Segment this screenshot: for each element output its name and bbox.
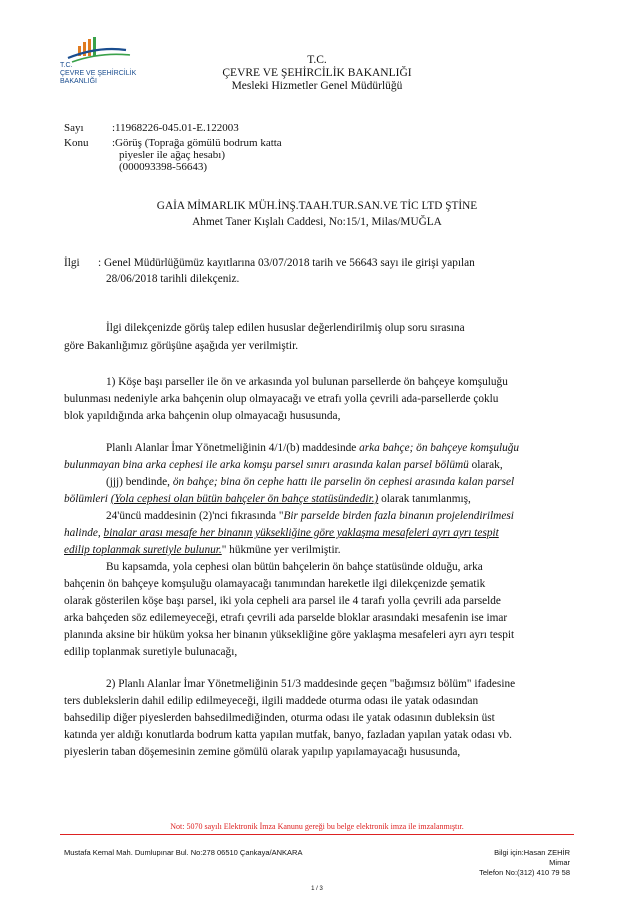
paragraph-2-line-2: bulunması nedeniyle arka bahçenin olup olmayacağı ve etrafı yolla çevrili ada-parsellerde çoklu [64, 393, 499, 405]
paragraph-1-line-2: göre Bakanlığımız görüşüne aşağıda yer verilmiştir. [64, 340, 299, 352]
paragraph-5-line-5: planında aksine bir hüküm yoksa her binanın yüksekliğine göre yaklaşma mesafeleri ayrı ayrı tespit [64, 629, 515, 641]
paragraph-6-line-5: piyeslerin taban döşemesinin zemine gömülü olarak yapılıp yapılamayacağı hususunda, [64, 746, 461, 758]
paragraph-6-line-4: katında yer aldığı konutlarda bodrum katta yapılan mutfak, banyo, fazladan yapılan yatak odası vb. [64, 729, 512, 741]
paragraph-4-line-3 [64, 542, 341, 560]
paragraph-4-line-1 [106, 508, 514, 526]
footer-contact-phone: Telefon No:(312) 410 79 58 [479, 868, 570, 877]
header-ministry: ÇEVRE VE ŞEHİRCİLİK BAKANLIĞI [222, 67, 412, 79]
konu-line-3: (000093398-56643) [119, 161, 207, 173]
paragraph-3-line-1 [106, 440, 519, 458]
recipient-name: GAİA MİMARLIK MÜH.İNŞ.TAAH.TUR.SAN.VE TİC LTD ŞTİNE [156, 200, 478, 212]
logo-line-ministry: ÇEVRE VE ŞEHİRCİLİK [60, 70, 137, 77]
paragraph-5-line-4: arka bahçeden söz edilemeyeceği, etrafı çevrili ada parselde bloklar arasındaki mesafenin ise imar [64, 612, 508, 624]
p3c-text: (jjj) bendinde, [106, 476, 173, 488]
header-tc: T.C. [307, 54, 327, 66]
konu-line-1: :Görüş (Toprağa gömülü bodrum katta [112, 137, 282, 149]
page-number: 1 / 3 [311, 886, 323, 892]
p3-italic-def-cont: bulunmayan bina arka cephesi ile arka komşu parsel sınırı arasında kalan parsel bölümü [64, 459, 469, 471]
p4b-italic-underline: binalar arası mesafe her binanın yüksekliğine göre yaklaşma mesafeleri ayrı ayrı tespit [103, 527, 499, 539]
ilgi-line-2: 28/06/2018 tarihli dilekçeniz. [106, 273, 240, 285]
footer-address: Mustafa Kemal Mah. Dumlupınar Bul. No:278 06510 Çankaya/ANKARA [64, 848, 303, 857]
p4c-italic-underline: edilip toplanmak suretiyle bulunur. [64, 544, 222, 556]
paragraph-3-line-3 [106, 474, 514, 492]
logo-line-bakanlik: BAKANLIĞI [60, 78, 97, 85]
sayi-label: Sayı [64, 122, 84, 134]
header-directorate: Mesleki Hizmetler Genel Müdürlüğü [231, 80, 403, 92]
paragraph-2-line-3: blok yapıldığında arka bahçenin olup olmayacağı hususunda, [64, 410, 341, 422]
p3-text: Planlı Alanlar İmar Yönetmeliğinin 4/1/(b) maddesinde [106, 442, 360, 454]
recipient-address: Ahmet Taner Kışlalı Caddesi, No:15/1, Milas/MUĞLA [192, 216, 442, 228]
p4c-text-post: " hükmüne yer verilmiştir. [221, 544, 341, 556]
p3-italic-def: arka bahçe; ön bahçeye komşuluğu [359, 442, 520, 454]
paragraph-6-line-3: bahsedilip diğer piyeslerden bahsedilmediğinden, oturma odası ile yatak odasının dubleksin üst [64, 712, 495, 724]
ilgi-line-1: : Genel Müdürlüğümüz kayıtlarına 03/07/2018 tarih ve 56643 sayı ile girişi yapılan [98, 257, 475, 269]
paragraph-3-line-4 [64, 491, 471, 509]
p3d-italic-underline: (Yola cephesi olan bütün bahçeler ön bahçe statüsündedir.) [110, 493, 379, 505]
konu-line-2: piyesler ile ağaç hesabı) [119, 149, 225, 161]
p3c-italic-def: ön bahçe; bina ön cephe hattı ile parselin ön cephesi arasında kalan parsel [172, 476, 515, 488]
sayi-value: :11968226-045.01-E.122003 [112, 122, 239, 134]
paragraph-5-line-2: bahçenin ön bahçeye komşuluğu olamayacağı tanımından hareketle ilgi dilekçenizde şematik [64, 578, 486, 590]
footer-contact-title: Mimar [549, 858, 570, 867]
konu-label: Konu [64, 137, 89, 149]
paragraph-4-line-2 [64, 525, 499, 543]
p4-text: 24'üncü maddesinin (2)'nci fıkrasında " [106, 510, 284, 522]
paragraph-3-line-2 [64, 457, 503, 475]
paragraph-6-line-2: ters dublekslerin dahil edilip edilmeyeceği, ilgili maddede oturma odası ile yatak odasından [64, 695, 479, 707]
logo-line-tc: T.C. [60, 62, 73, 69]
p4-italic: Bir parselde birden fazla binanın projelendirilmesi [283, 510, 514, 522]
paragraph-2-line-1: 1) Köşe başı parseller ile ön ve arkasında yol bulunan parsellerde ön bahçeye komşuluğu [106, 376, 508, 388]
esign-note: Not: 5070 sayılı Elektronik İmza Kanunu gereği bu belge elektronik imza ile imzalanmıştır. [170, 822, 464, 831]
paragraph-5-line-6: edilip toplanmak suretiyle bulunacağı, [64, 646, 238, 658]
footer-divider [60, 834, 574, 835]
paragraph-1-line-1: İlgi dilekçenizde görüş talep edilen hususlar değerlendirilmiş olup soru sırasına [106, 322, 465, 334]
footer-contact-name: Bilgi için:Hasan ZEHİR [494, 848, 570, 857]
p3-text-post: olarak, [468, 459, 503, 471]
paragraph-5-line-1: Bu kapsamda, yola cephesi olan bütün bahçelerin ön bahçe statüsünde olduğu, arka [106, 561, 483, 573]
ilgi-label: İlgi [64, 257, 80, 269]
p4b-italic: halinde, [64, 527, 104, 539]
p3d-text-post: olarak tanımlanmış, [378, 493, 471, 505]
paragraph-6-line-1: 2) Planlı Alanlar İmar Yönetmeliğinin 51/3 maddesinde geçen "bağımsız bölüm" ifadesine [106, 678, 516, 690]
paragraph-5-line-3: olarak gösterilen köşe başı parsel, iki yola cepheli ara parsel ile 4 tarafı yolla çevrili ada parselde [64, 595, 501, 607]
p3d-italic: bölümleri [64, 493, 111, 505]
